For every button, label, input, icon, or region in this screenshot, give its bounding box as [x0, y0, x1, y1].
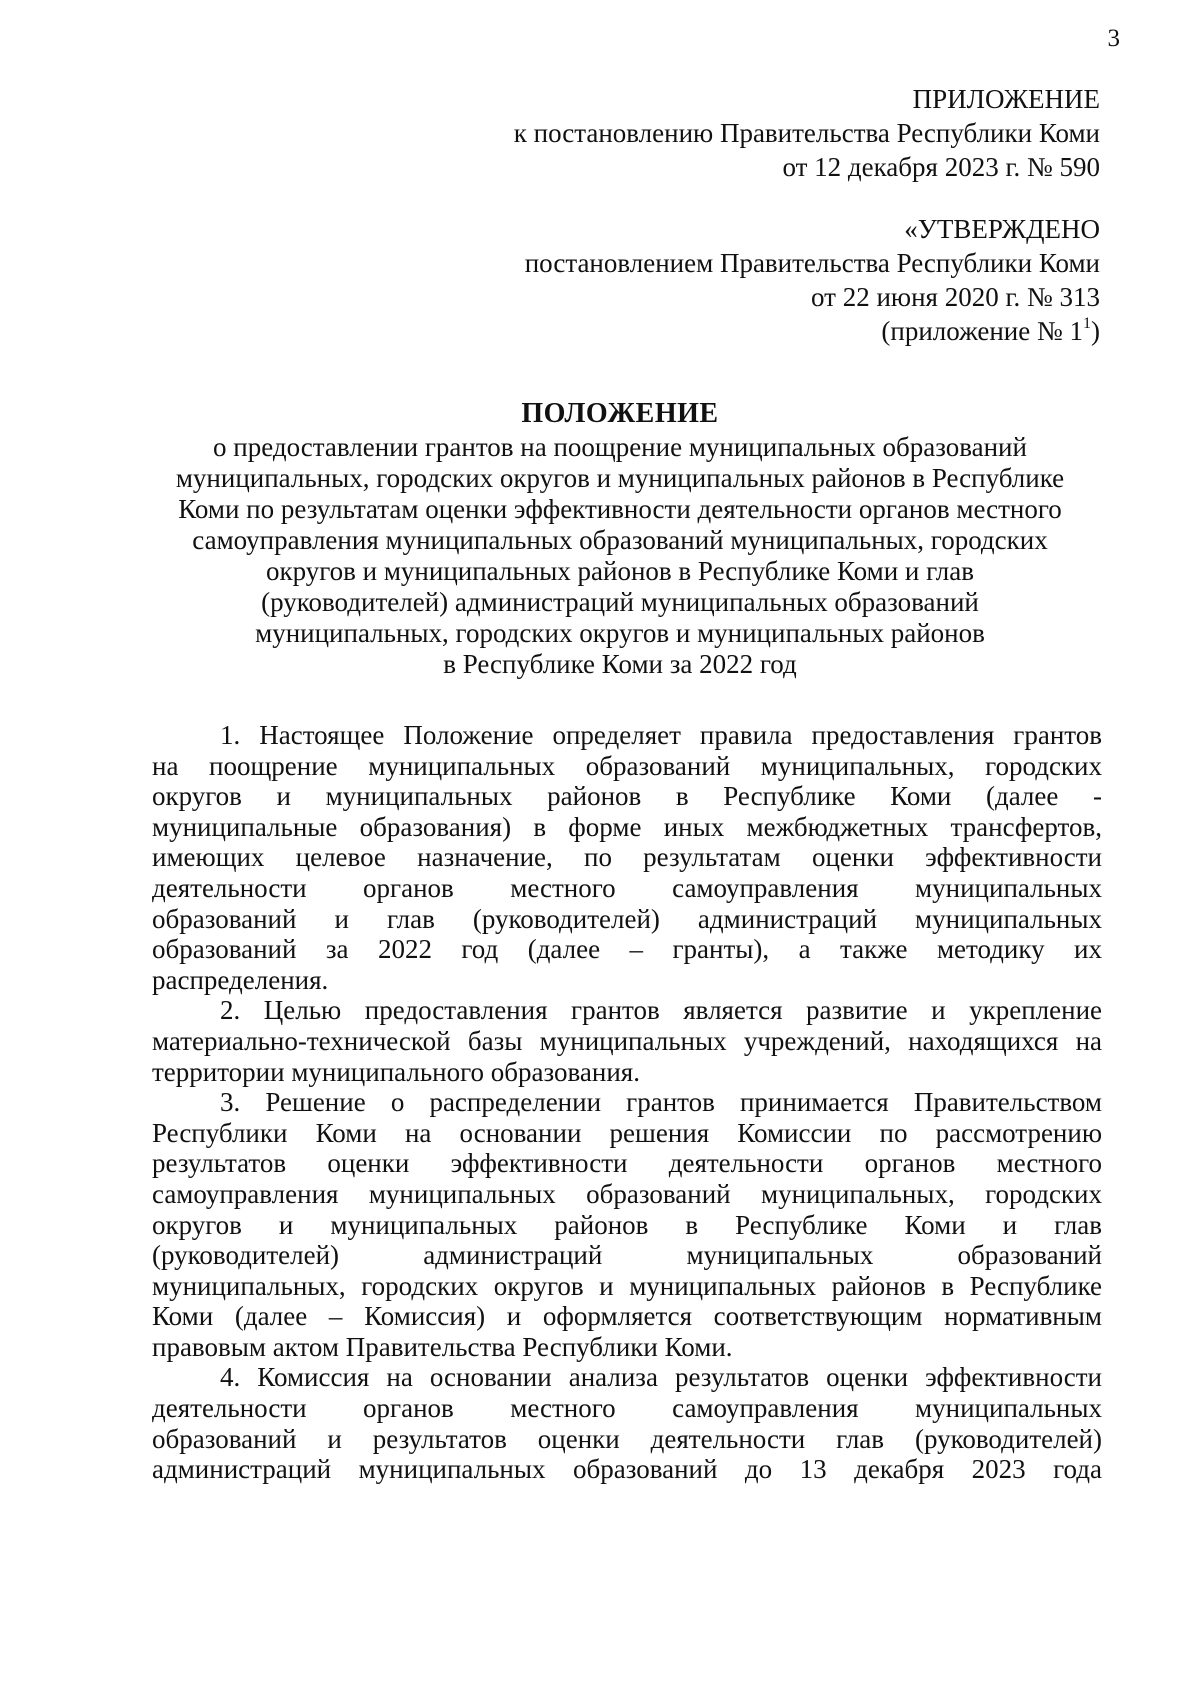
paragraph-line: деятельности органов местного самоуправления муниципальных — [152, 1393, 1102, 1424]
approval-stamp — [525, 212, 1100, 348]
annex-prefix: (приложение № 1 — [881, 316, 1083, 346]
paragraph-line: имеющих целевое назначение, по результатам оценки эффективности — [152, 842, 1102, 873]
paragraph-line: (руководителей) администраций муниципальных образований — [152, 1240, 1102, 1271]
paragraph-line: округов и муниципальных районов в Республике Коми (далее - — [152, 781, 1102, 812]
heading-line: (руководителей) администраций муниципальных образований — [261, 587, 979, 617]
document-title: ПОЛОЖЕНИЕ — [521, 398, 719, 429]
annex-suffix: ) — [1091, 316, 1100, 346]
approved-date: от 22 июня 2020 г. № 313 — [811, 282, 1100, 312]
paragraph-line: округов и муниципальных районов в Республике Коми и глав — [152, 1209, 1102, 1240]
paragraph-line: распределения. — [152, 964, 329, 995]
paragraph-line: 1. Настоящее Положение определяет правила предоставления грантов — [220, 720, 1102, 750]
appendix-date: от 12 декабря 2023 г. № 590 — [782, 152, 1100, 182]
approved-annex — [525, 314, 1100, 348]
paragraph-line: образований и результатов оценки деятельности глав (руководителей) — [152, 1423, 1102, 1454]
paragraph-line: территории муниципального образования. — [152, 1056, 640, 1087]
heading-line: округов и муниципальных районов в Республике Коми и глав — [265, 556, 975, 586]
paragraph-3 — [152, 1087, 1102, 1362]
paragraph-line: на поощрение муниципальных образований муниципальных, городских — [152, 750, 1102, 781]
paragraph-line: образований и глав (руководителей) администраций муниципальных — [152, 903, 1102, 934]
paragraph-line: 4. Комиссия на основании анализа результатов оценки эффективности — [220, 1362, 1102, 1393]
appendix-header — [514, 82, 1100, 184]
paragraph-line: материально-технической базы муниципальных учреждений, находящихся на — [152, 1025, 1102, 1056]
page-number: 3 — [1107, 25, 1120, 52]
paragraph-line: Коми (далее – Комиссия) и оформляется соответствующим нормативным — [152, 1301, 1102, 1332]
approved-reference: постановлением Правительства Республики Коми — [524, 248, 1100, 278]
paragraph-line: результатов оценки эффективности деятельности органов местного — [152, 1148, 1102, 1179]
document-heading — [140, 398, 1100, 680]
heading-line: муниципальных, городских округов и муниципальных районов — [255, 618, 985, 648]
heading-line: в Республике Коми за 2022 год — [443, 649, 797, 679]
paragraph-line: образований за 2022 год (далее – гранты), а также методику их — [152, 934, 1102, 965]
paragraph-line: самоуправления муниципальных образований муниципальных, городских — [152, 1178, 1102, 1209]
paragraph-4 — [152, 1362, 1102, 1484]
paragraph-line: администраций муниципальных образований до 13 декабря 2023 года — [152, 1454, 1102, 1485]
heading-line: о предоставлении грантов на поощрение муниципальных образований — [213, 432, 1027, 462]
appendix-reference: к постановлению Правительства Республики Коми — [513, 118, 1100, 148]
paragraph-line: деятельности органов местного самоуправления муниципальных — [152, 872, 1102, 903]
approved-title: «УТВЕРЖДЕНО — [904, 214, 1100, 244]
appendix-title: ПРИЛОЖЕНИЕ — [912, 84, 1100, 114]
paragraph-2 — [152, 995, 1102, 1087]
paragraph-line: Республики Коми на основании решения Комиссии по рассмотрению — [152, 1117, 1102, 1148]
paragraph-1 — [152, 720, 1102, 995]
annex-superscript: 1 — [1083, 315, 1091, 332]
paragraph-line: муниципальных, городских округов и муниципальных районов в Республике — [152, 1270, 1102, 1301]
heading-line: муниципальных, городских округов и муниципальных районов в Республике — [175, 463, 1065, 493]
paragraph-line: 2. Целью предоставления грантов является развитие и укрепление — [220, 995, 1102, 1026]
document-body — [152, 720, 1102, 1485]
paragraph-line: муниципальные образования) в форме иных межбюджетных трансфертов, — [152, 811, 1102, 842]
paragraph-line: 3. Решение о распределении грантов принимается Правительством — [220, 1087, 1102, 1118]
paragraph-line: правовым актом Правительства Республики Коми. — [152, 1331, 733, 1362]
heading-line: самоуправления муниципальных образований муниципальных, городских — [192, 525, 1048, 555]
heading-line: Коми по результатам оценки эффективности деятельности органов местного — [178, 494, 1062, 524]
